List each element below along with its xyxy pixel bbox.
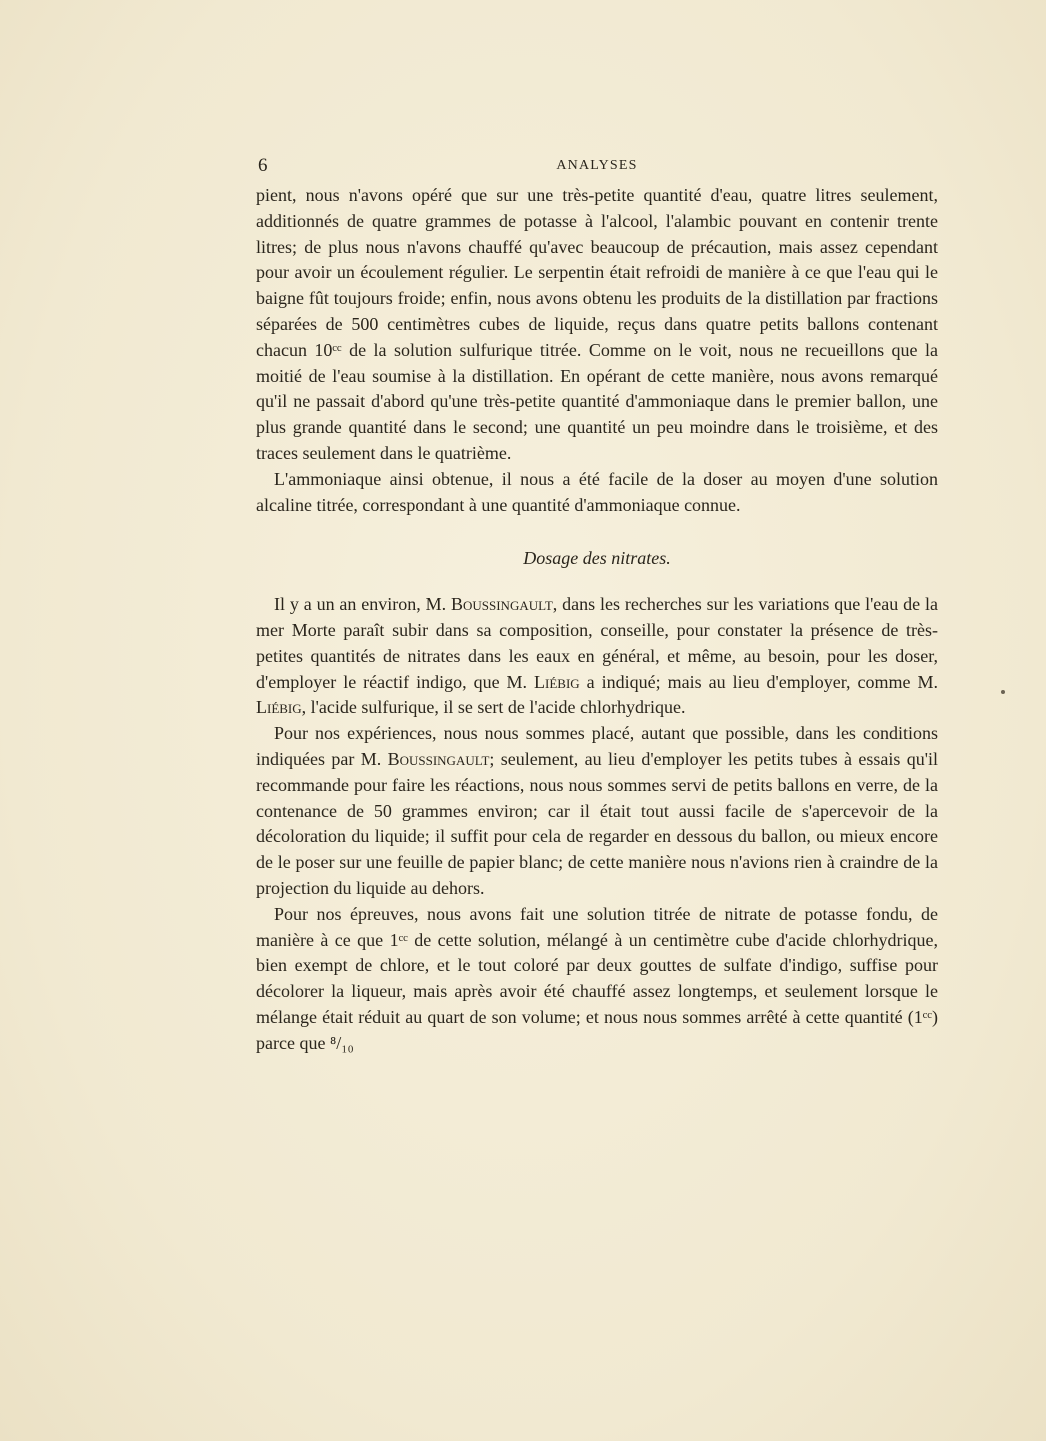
paragraph-1: pient, nous n'avons opéré que sur une très-petite quantité d'eau, quatre litres seulement, additionnés de quatre grammes de potasse à l'alcool, l'alambic pouvant en contenir trente litres; de plus nous n'avons chauffé qu'avec beaucoup de précaution, mais assez cependant pour avoir un écoulement régulier. Le serpentin était refroidi de manière à ce que l'eau qui le baigne fût toujours froide; enfin, nous avons obtenu les produits de la distillation par fractions séparées de 500 centimètres cubes de liquide, reçus dans quatre petits ballons contenant chacun 10ᶜᶜ de la solution sulfurique titrée. Comme on le voit, nous ne recueillons que la moitié de l'eau soumise à la distillation. En opérant de cette manière, nous avons remarqué qu'il ne passait d'abord qu'une très-petite quantité d'ammoniaque dans le premier ballon, une plus grande quantité dans le second; une quantité un peu moindre dans le troisième, et des traces seulement dans le quatrième. bbox=[256, 185, 938, 463]
page-number: 6 bbox=[258, 155, 268, 176]
page-body bbox=[256, 183, 938, 1057]
paragraph-3 bbox=[256, 592, 938, 721]
paragraph-3-text-b: , dans les recherches sur les variations que l'eau de la mer Morte paraît subir dans sa composition, conseille, pour constater la présence de très-petites quantités de nitrates dans les eaux en général, et même, au besoin, pour les doser, d'employer le réactif indigo, que M. bbox=[256, 594, 938, 692]
running-title: ANALYSES bbox=[556, 158, 638, 173]
paragraph-3-text-a: Il y a un an environ, M. bbox=[274, 594, 451, 615]
paragraph-4-text-a: Pour nos expériences, nous nous sommes placé, autant que possible, dans les conditions indiquées par M. bbox=[256, 723, 938, 769]
paragraph-5: Pour nos épreuves, nous avons fait une solution titrée de nitrate de potasse fondu, de manière à ce que 1ᶜᶜ de cette solution, mélangé à un centimètre cube d'acide chlorhydrique, bien exempt de chlore, et le tout coloré par deux gouttes de sulfate d'indigo, suffise pour décolorer la liqueur, mais après avoir été chauffé assez longtemps, et seulement lorsque le mélange était réduit au quart de son volume; et nous nous sommes arrêté à cette quantité (1ᶜᶜ) parce que ⁸/₁₀ bbox=[256, 903, 938, 1053]
page-header bbox=[256, 155, 938, 179]
author-name-liebig-2: Liébig bbox=[256, 697, 302, 718]
paragraph-3-text-c: a indiqué; mais au lieu d'employer, comme M. bbox=[579, 671, 938, 692]
paragraph-2: L'ammoniaque ainsi obtenue, il nous a été facile de la doser au moyen d'une solution alcaline titrée, correspondant à une quantité d'ammoniaque connue. bbox=[256, 468, 938, 515]
author-name-boussingault: Boussingault bbox=[450, 594, 553, 615]
paragraph-3-text-d: , l'acide sulfurique, il se sert de l'acide chlorhydrique. bbox=[301, 697, 686, 718]
section-heading: Dosage des nitrates. bbox=[523, 548, 671, 569]
paragraph-4-text-b: ; seulement, au lieu d'employer les petits tubes à essais qu'il recommande pour faire les réactions, nous nous sommes servi de petits ballons en verre, de la contenance de 50 grammes environ; car il était tout aussi facile de s'apercevoir de la décoloration du liquide; il suffit pour cela de regarder en dessous du ballon, ou mieux encore de le poser sur une feuille de papier blanc; de cette manière nous n'avions rien à craindre de la projection du liquide au dehors. bbox=[256, 748, 938, 898]
ink-speck bbox=[1001, 690, 1005, 694]
paragraph-4 bbox=[256, 721, 938, 902]
author-name-liebig: Liébig bbox=[534, 671, 580, 692]
author-name-boussingault-2: Boussingault bbox=[387, 748, 490, 769]
